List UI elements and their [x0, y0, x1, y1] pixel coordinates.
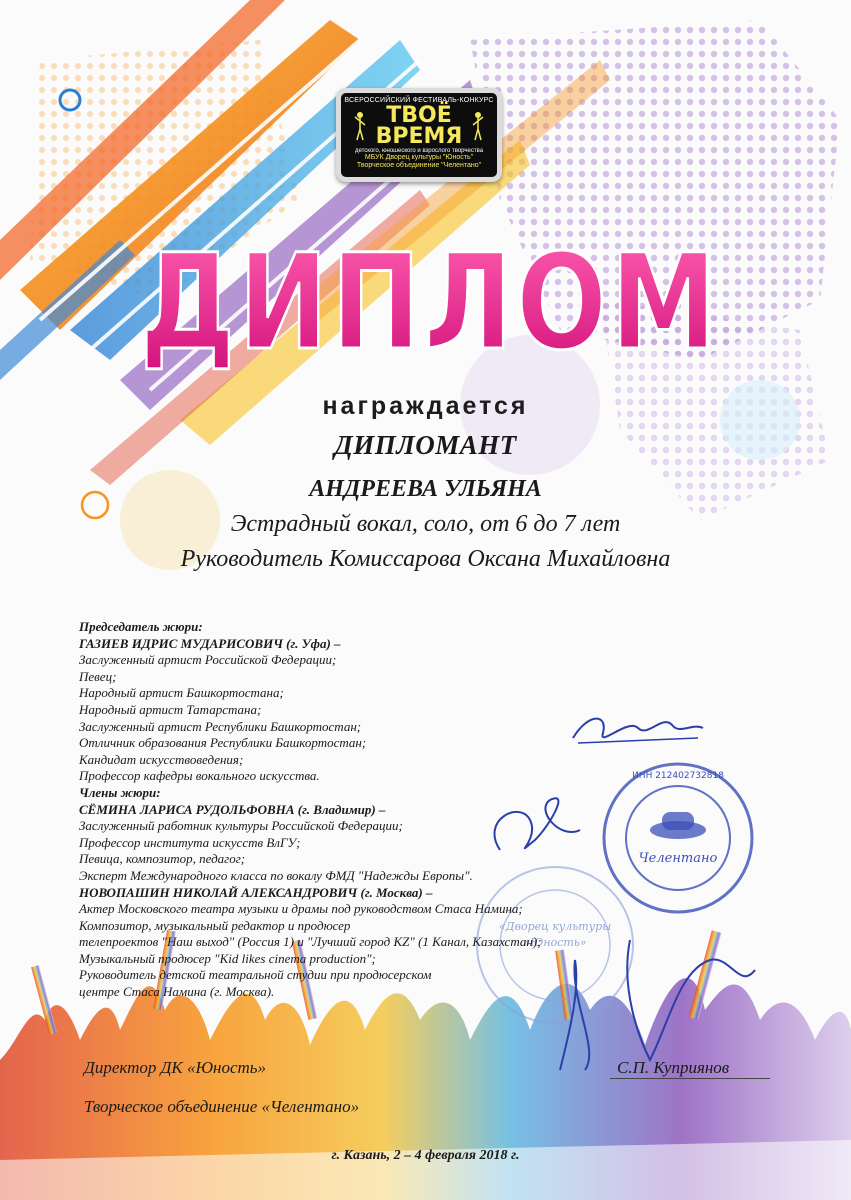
organization: Творческое объединение «Челентано» — [84, 1097, 360, 1116]
jury-title: Народный артист Башкортостана; — [79, 685, 284, 701]
jury-member2-name: НОВОПАШИН НИКОЛАЙ АЛЕКСАНДРОВИЧ (г. Москва) – — [79, 884, 433, 900]
jury-title: Певец; — [79, 668, 117, 684]
jury-title: центре Стаса Намина (г. Москва). — [79, 984, 275, 1000]
jury-title: Композитор, музыкальный редактор и продюсер — [79, 917, 351, 933]
jury-members-heading: Члены жюри: — [79, 784, 161, 800]
festival-logo — [336, 88, 502, 182]
director-position: Директор ДК «Юность» — [84, 1058, 267, 1077]
svg-text:ИНН 212402732818: ИНН 212402732818 — [632, 771, 724, 781]
jury-chair-name: ГАЗИЕВ ИДРИС МУДАРИСОВИЧ (г. Уфа) – — [79, 635, 341, 651]
jury-title: Кандидат искусствоведения; — [79, 751, 244, 767]
jury-title: Заслуженный работник культуры Российской Федерации; — [79, 818, 403, 834]
jury-title: Эксперт Международного класса по вокалу ФМД "Надежды Европы". — [79, 867, 473, 883]
jury-title: Отличник образования Республики Башкортостан; — [79, 735, 367, 751]
jury-chair-heading: Председатель жюри: — [79, 619, 203, 634]
logo-org1: МБУК Дворец культуры "Юность" — [364, 154, 474, 161]
director-name: С.П. Куприянов — [617, 1058, 730, 1077]
jury-title: Певица, композитор, педагог; — [79, 851, 246, 867]
leader: Руководитель Комиссарова Оксана Михайловна — [180, 546, 671, 572]
logo-org2: Творческое объединение "Челентано" — [356, 162, 482, 169]
recipient-name: АНДРЕЕВА УЛЬЯНА — [309, 476, 542, 502]
jury-member1-name: СЁМИНА ЛАРИСА РУДОЛЬФОВНА (г. Владимир) – — [79, 801, 386, 817]
jury-title: Профессор кафедры вокального искусства. — [79, 768, 320, 784]
signature-line — [610, 1078, 770, 1079]
category: Эстрадный вокал, соло, от 6 до 7 лет — [230, 511, 621, 537]
logo-subtitle: детского, юношеского и взрослого творчества — [354, 148, 484, 154]
logo-top-text: ВСЕРОССИЙСКИЙ ФЕСТИВАЛЬ-КОНКУРС — [344, 97, 494, 104]
diploma-title — [130, 226, 730, 380]
jury-title: Музыкальный продюсер "Kid likes cinema production"; — [79, 950, 376, 966]
awarded-label: награждается — [322, 392, 529, 420]
svg-text:«Юность»: «Юность» — [523, 936, 587, 949]
rank: ДИПЛОМАНТ — [334, 430, 517, 460]
logo-brand: ТВОЁ ВРЕМЯ — [375, 103, 463, 149]
jury-block — [79, 619, 639, 1001]
jury-title: Актер Московского театра музыки и драмы под руководством Стаса Намина; — [79, 901, 523, 917]
place-date: г. Казань, 2 – 4 февраля 2018 г. — [331, 1148, 520, 1163]
jury-title: Заслуженный артист Республики Башкортостан; — [79, 718, 362, 734]
jury-title: Профессор института искусств ВлГУ; — [79, 834, 301, 850]
jury-title: Руководитель детской театральной студии при продюсерском — [79, 967, 432, 983]
svg-text:Челентано: Челентано — [638, 851, 718, 866]
jury-title: Народный артист Татарстана; — [79, 701, 262, 717]
svg-text:«Дворец культуры: «Дворец культуры — [498, 920, 612, 933]
dancer-icon — [355, 111, 365, 141]
jury-title: Заслуженный артист Российской Федерации; — [79, 652, 337, 668]
jury-title: телепроектов "Наш выход" (Россия 1) и "Лучший город KZ" (1 Канал, Казахстан); — [79, 934, 542, 950]
title-text: ДИПЛОМ — [140, 226, 720, 380]
dancer-icon — [473, 111, 483, 141]
